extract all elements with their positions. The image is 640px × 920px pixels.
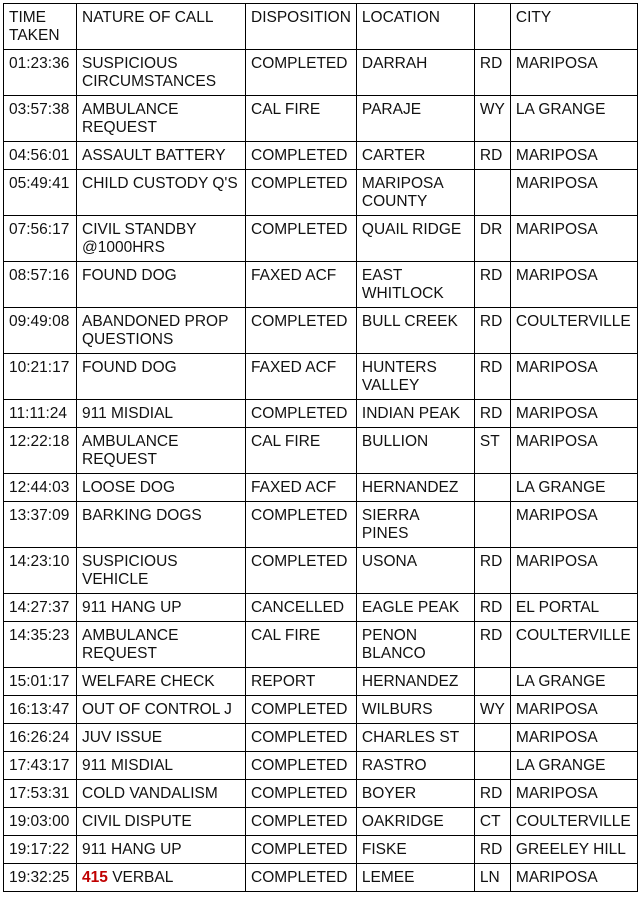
cell-time: 14:35:23 bbox=[4, 622, 77, 668]
cell-city: GREELEY HILL bbox=[510, 836, 637, 864]
cell-disposition: COMPLETED bbox=[246, 696, 357, 724]
header-time: TIME TAKEN bbox=[4, 4, 77, 50]
cell-time: 11:11:24 bbox=[4, 400, 77, 428]
cell-suffix bbox=[474, 474, 510, 502]
table-row bbox=[4, 308, 638, 354]
cell-suffix: ST bbox=[474, 428, 510, 474]
table-row bbox=[4, 724, 638, 752]
cell-location: CHARLES ST bbox=[356, 724, 474, 752]
nature-text: 911 MISDIAL bbox=[82, 405, 174, 422]
cell-suffix: RD bbox=[474, 594, 510, 622]
table-row bbox=[4, 96, 638, 142]
cell-disposition: COMPLETED bbox=[246, 752, 357, 780]
cell-suffix: WY bbox=[474, 96, 510, 142]
cell-suffix bbox=[474, 668, 510, 696]
nature-code: 415 bbox=[82, 869, 108, 886]
nature-text: ASSAULT BATTERY bbox=[82, 147, 226, 164]
cell-time: 05:49:41 bbox=[4, 170, 77, 216]
cell-city: MARIPOSA bbox=[510, 780, 637, 808]
cell-time: 04:56:01 bbox=[4, 142, 77, 170]
cell-city: LA GRANGE bbox=[510, 752, 637, 780]
cell-city: LA GRANGE bbox=[510, 474, 637, 502]
nature-text: LOOSE DOG bbox=[82, 479, 176, 496]
header-location: LOCATION bbox=[356, 4, 474, 50]
header-city: CITY bbox=[510, 4, 637, 50]
cell-location: USONA bbox=[356, 548, 474, 594]
table-row bbox=[4, 696, 638, 724]
cell-nature bbox=[77, 474, 246, 502]
cell-city: MARIPOSA bbox=[510, 548, 637, 594]
cell-city: EL PORTAL bbox=[510, 594, 637, 622]
cell-location: PARAJE bbox=[356, 96, 474, 142]
nature-text: CHILD CUSTODY Q'S bbox=[82, 175, 238, 192]
nature-text: FOUND DOG bbox=[82, 359, 177, 376]
cell-location: INDIAN PEAK bbox=[356, 400, 474, 428]
cell-disposition: COMPLETED bbox=[246, 864, 357, 892]
table-row bbox=[4, 216, 638, 262]
cell-nature bbox=[77, 50, 246, 96]
table-row bbox=[4, 502, 638, 548]
nature-text: AMBULANCE REQUEST bbox=[82, 627, 179, 662]
table-body bbox=[4, 50, 638, 892]
nature-text: BARKING DOGS bbox=[82, 507, 202, 524]
cell-time: 10:21:17 bbox=[4, 354, 77, 400]
table-row bbox=[4, 262, 638, 308]
nature-text: 911 HANG UP bbox=[82, 841, 182, 858]
cell-time: 19:17:22 bbox=[4, 836, 77, 864]
cell-disposition: FAXED ACF bbox=[246, 262, 357, 308]
header-disposition: DISPOSITION bbox=[246, 4, 357, 50]
cell-nature bbox=[77, 400, 246, 428]
cell-city: LA GRANGE bbox=[510, 668, 637, 696]
cell-disposition: CAL FIRE bbox=[246, 96, 357, 142]
nature-text: AMBULANCE REQUEST bbox=[82, 433, 179, 468]
cell-time: 12:44:03 bbox=[4, 474, 77, 502]
cell-disposition: COMPLETED bbox=[246, 780, 357, 808]
cell-city: MARIPOSA bbox=[510, 724, 637, 752]
cell-disposition: COMPLETED bbox=[246, 808, 357, 836]
cell-disposition: CAL FIRE bbox=[246, 428, 357, 474]
cell-time: 19:32:25 bbox=[4, 864, 77, 892]
table-row bbox=[4, 836, 638, 864]
cell-suffix: RD bbox=[474, 308, 510, 354]
cell-nature bbox=[77, 262, 246, 308]
nature-text: CIVIL STANDBY @1000HRS bbox=[82, 221, 197, 256]
cell-suffix: RD bbox=[474, 142, 510, 170]
nature-text: WELFARE CHECK bbox=[82, 673, 215, 690]
cell-suffix: RD bbox=[474, 354, 510, 400]
cell-time: 19:03:00 bbox=[4, 808, 77, 836]
cell-nature bbox=[77, 780, 246, 808]
cell-city: MARIPOSA bbox=[510, 216, 637, 262]
cell-time: 09:49:08 bbox=[4, 308, 77, 354]
cell-nature bbox=[77, 216, 246, 262]
cell-city: MARIPOSA bbox=[510, 354, 637, 400]
cell-city: COULTERVILLE bbox=[510, 808, 637, 836]
nature-text: SUSPICIOUS CIRCUMSTANCES bbox=[82, 55, 217, 90]
cell-time: 14:23:10 bbox=[4, 548, 77, 594]
call-log-table bbox=[3, 3, 638, 892]
cell-time: 14:27:37 bbox=[4, 594, 77, 622]
cell-location: BULL CREEK bbox=[356, 308, 474, 354]
table-row bbox=[4, 142, 638, 170]
cell-time: 08:57:16 bbox=[4, 262, 77, 308]
cell-city: MARIPOSA bbox=[510, 428, 637, 474]
cell-suffix: RD bbox=[474, 622, 510, 668]
cell-city: MARIPOSA bbox=[510, 696, 637, 724]
cell-disposition: CANCELLED bbox=[246, 594, 357, 622]
cell-suffix bbox=[474, 502, 510, 548]
cell-location: MARIPOSA COUNTY bbox=[356, 170, 474, 216]
cell-location: EAGLE PEAK bbox=[356, 594, 474, 622]
cell-nature bbox=[77, 502, 246, 548]
cell-suffix: RD bbox=[474, 836, 510, 864]
nature-text: COLD VANDALISM bbox=[82, 785, 218, 802]
cell-nature bbox=[77, 594, 246, 622]
header-row bbox=[4, 4, 638, 50]
cell-time: 17:53:31 bbox=[4, 780, 77, 808]
cell-time: 13:37:09 bbox=[4, 502, 77, 548]
cell-disposition: COMPLETED bbox=[246, 400, 357, 428]
cell-nature bbox=[77, 696, 246, 724]
cell-location: HERNANDEZ bbox=[356, 668, 474, 696]
table-row bbox=[4, 808, 638, 836]
cell-nature bbox=[77, 836, 246, 864]
table-row bbox=[4, 354, 638, 400]
cell-city: MARIPOSA bbox=[510, 262, 637, 308]
cell-suffix: RD bbox=[474, 262, 510, 308]
table-row bbox=[4, 170, 638, 216]
cell-nature bbox=[77, 96, 246, 142]
cell-disposition: FAXED ACF bbox=[246, 474, 357, 502]
cell-nature bbox=[77, 668, 246, 696]
cell-location: LEMEE bbox=[356, 864, 474, 892]
cell-time: 17:43:17 bbox=[4, 752, 77, 780]
table-row bbox=[4, 780, 638, 808]
cell-nature bbox=[77, 622, 246, 668]
cell-city: MARIPOSA bbox=[510, 502, 637, 548]
cell-nature bbox=[77, 142, 246, 170]
cell-location: HUNTERS VALLEY bbox=[356, 354, 474, 400]
table-row bbox=[4, 752, 638, 780]
cell-suffix bbox=[474, 752, 510, 780]
cell-disposition: COMPLETED bbox=[246, 50, 357, 96]
cell-disposition: COMPLETED bbox=[246, 216, 357, 262]
header-nature: NATURE OF CALL bbox=[77, 4, 246, 50]
cell-location: RASTRO bbox=[356, 752, 474, 780]
cell-nature bbox=[77, 308, 246, 354]
cell-time: 16:13:47 bbox=[4, 696, 77, 724]
cell-city: MARIPOSA bbox=[510, 400, 637, 428]
nature-text: AMBULANCE REQUEST bbox=[82, 101, 179, 136]
cell-suffix: RD bbox=[474, 780, 510, 808]
nature-text: VERBAL bbox=[112, 869, 174, 886]
header-suffix bbox=[474, 4, 510, 50]
cell-location: FISKE bbox=[356, 836, 474, 864]
cell-suffix: CT bbox=[474, 808, 510, 836]
table-row bbox=[4, 474, 638, 502]
cell-location: EAST WHITLOCK bbox=[356, 262, 474, 308]
cell-location: SIERRA PINES bbox=[356, 502, 474, 548]
nature-text: SUSPICIOUS VEHICLE bbox=[82, 553, 178, 588]
cell-suffix bbox=[474, 724, 510, 752]
cell-disposition: COMPLETED bbox=[246, 170, 357, 216]
table-row bbox=[4, 50, 638, 96]
cell-nature bbox=[77, 354, 246, 400]
nature-text: 911 MISDIAL bbox=[82, 757, 174, 774]
nature-text: 911 HANG UP bbox=[82, 599, 182, 616]
table-row bbox=[4, 400, 638, 428]
cell-location: BULLION bbox=[356, 428, 474, 474]
cell-nature bbox=[77, 170, 246, 216]
cell-city: LA GRANGE bbox=[510, 96, 637, 142]
cell-nature bbox=[77, 548, 246, 594]
cell-city: MARIPOSA bbox=[510, 142, 637, 170]
cell-location: PENON BLANCO bbox=[356, 622, 474, 668]
cell-location: DARRAH bbox=[356, 50, 474, 96]
table-row bbox=[4, 622, 638, 668]
table-row bbox=[4, 864, 638, 892]
cell-time: 16:26:24 bbox=[4, 724, 77, 752]
call-log bbox=[3, 3, 638, 892]
nature-text: FOUND DOG bbox=[82, 267, 177, 284]
cell-disposition: COMPLETED bbox=[246, 308, 357, 354]
cell-time: 12:22:18 bbox=[4, 428, 77, 474]
nature-text: ABANDONED PROP QUESTIONS bbox=[82, 313, 229, 348]
table-row bbox=[4, 668, 638, 696]
cell-nature bbox=[77, 428, 246, 474]
table-row bbox=[4, 594, 638, 622]
cell-suffix: RD bbox=[474, 400, 510, 428]
cell-location: QUAIL RIDGE bbox=[356, 216, 474, 262]
cell-nature bbox=[77, 808, 246, 836]
cell-city: COULTERVILLE bbox=[510, 622, 637, 668]
cell-disposition: CAL FIRE bbox=[246, 622, 357, 668]
cell-suffix: LN bbox=[474, 864, 510, 892]
cell-location: HERNANDEZ bbox=[356, 474, 474, 502]
cell-disposition: COMPLETED bbox=[246, 142, 357, 170]
cell-location: WILBURS bbox=[356, 696, 474, 724]
cell-disposition: COMPLETED bbox=[246, 836, 357, 864]
cell-location: OAKRIDGE bbox=[356, 808, 474, 836]
cell-disposition: COMPLETED bbox=[246, 502, 357, 548]
cell-disposition: REPORT bbox=[246, 668, 357, 696]
cell-location: BOYER bbox=[356, 780, 474, 808]
cell-location: CARTER bbox=[356, 142, 474, 170]
cell-city: COULTERVILLE bbox=[510, 308, 637, 354]
table-row bbox=[4, 428, 638, 474]
cell-time: 01:23:36 bbox=[4, 50, 77, 96]
cell-suffix: DR bbox=[474, 216, 510, 262]
cell-city: MARIPOSA bbox=[510, 170, 637, 216]
cell-disposition: FAXED ACF bbox=[246, 354, 357, 400]
cell-time: 15:01:17 bbox=[4, 668, 77, 696]
cell-nature bbox=[77, 752, 246, 780]
cell-suffix bbox=[474, 170, 510, 216]
cell-suffix: RD bbox=[474, 50, 510, 96]
table-row bbox=[4, 548, 638, 594]
cell-city: MARIPOSA bbox=[510, 864, 637, 892]
cell-time: 07:56:17 bbox=[4, 216, 77, 262]
cell-disposition: COMPLETED bbox=[246, 724, 357, 752]
cell-time: 03:57:38 bbox=[4, 96, 77, 142]
cell-city: MARIPOSA bbox=[510, 50, 637, 96]
cell-suffix: RD bbox=[474, 548, 510, 594]
cell-nature bbox=[77, 864, 246, 892]
nature-text: CIVIL DISPUTE bbox=[82, 813, 192, 830]
nature-text: OUT OF CONTROL J bbox=[82, 701, 232, 718]
cell-suffix: WY bbox=[474, 696, 510, 724]
cell-nature bbox=[77, 724, 246, 752]
cell-disposition: COMPLETED bbox=[246, 548, 357, 594]
nature-text: JUV ISSUE bbox=[82, 729, 163, 746]
